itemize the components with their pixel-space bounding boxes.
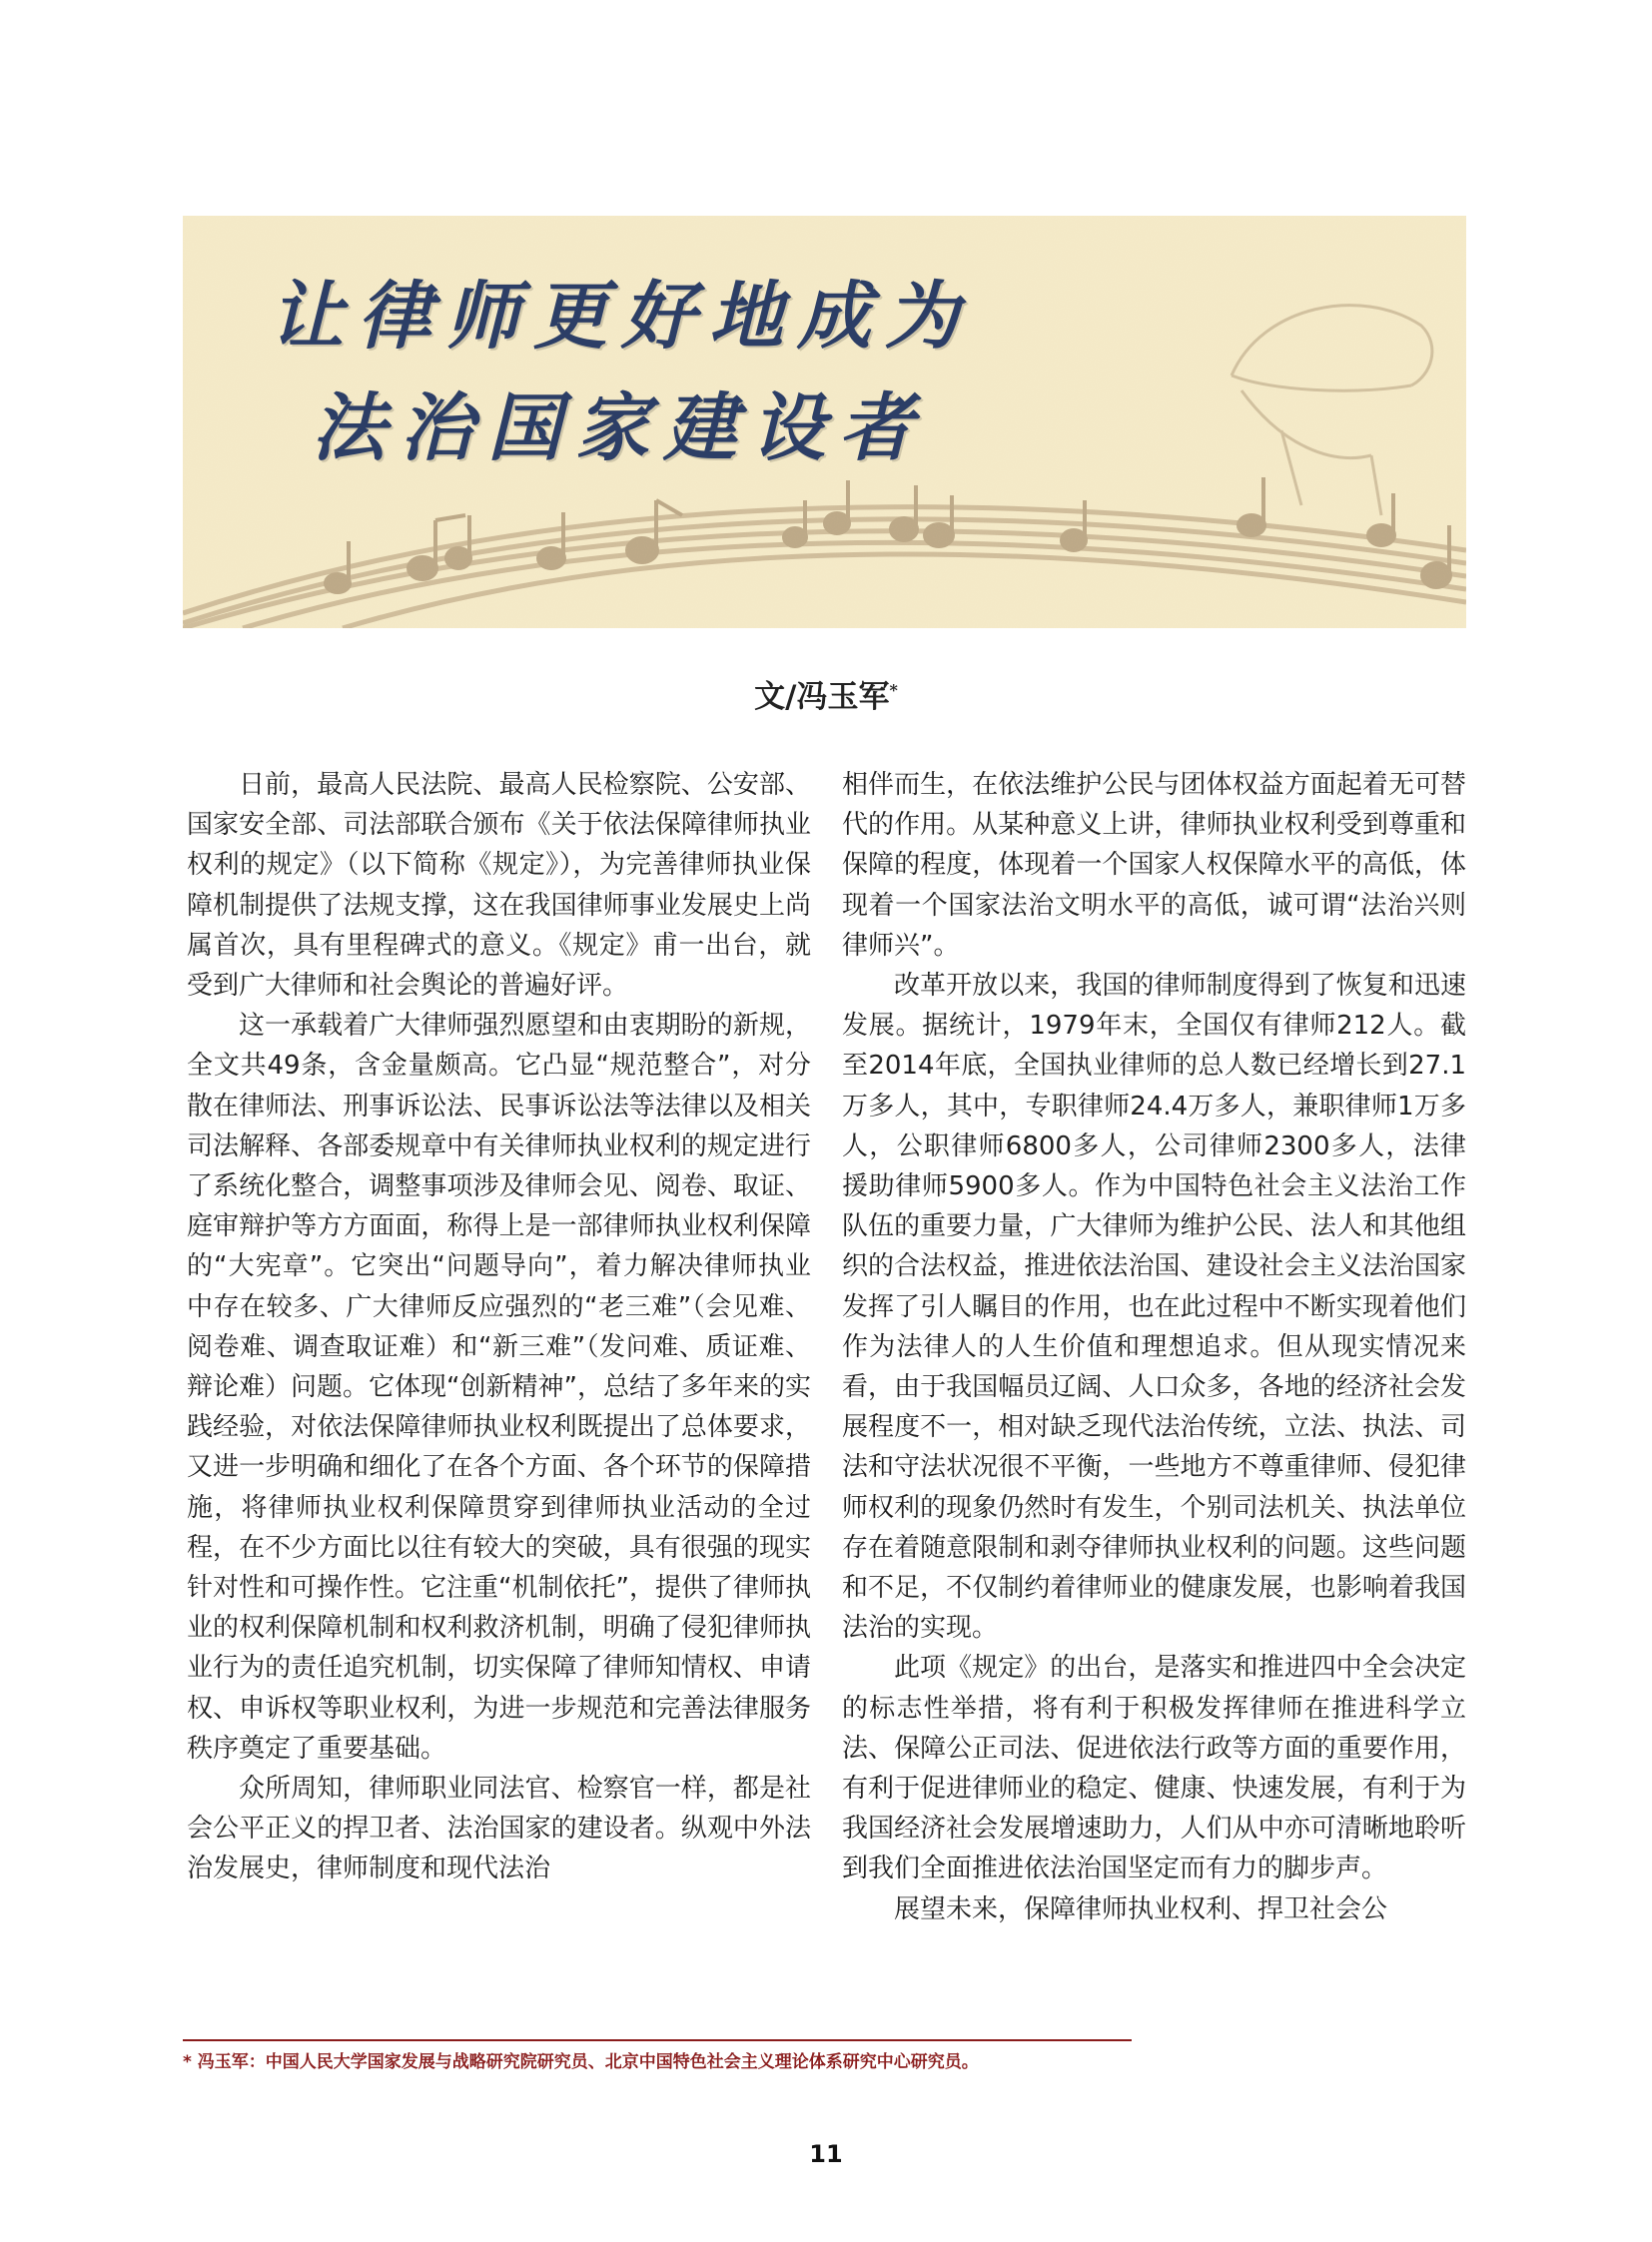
byline-text: 文/冯玉军: [754, 679, 890, 715]
byline-mark: *: [889, 680, 898, 700]
paragraph: 展望未来，保障律师执业权利、捍卫社会公: [894, 1893, 1388, 1924]
paragraph: 日前，最高人民法院、最高人民检察院、公安部、国家安全部、司法部联合颁布《关于依法保障律师执业权利的规定》（以下简称《规定》），为完善律师执业保障机制提供了法规支撑，这在我国律师事业发展史上尚属首次，具有里程碑式的意义。《规定》甫一出台，就受到广大律师和社会舆论的普遍好评。: [187, 770, 811, 1002]
left-column: [187, 765, 811, 1889]
paragraph: 此项《规定》的出台，是落实和推进四中全会决定的标志性举措，将有利于积极发挥律师在推进科学立法、保障公正司法、促进依法行政等方面的重要作用，有利于促进律师业的稳定、健康、快速发展，有利于为我国经济社会发展增速助力，人们从中亦可清晰地聆听到我们全面推进依法治国坚定而有力的脚步声。: [842, 1653, 1466, 1884]
right-column: [842, 765, 1466, 1929]
title-line-1: 让律师更好地成为: [270, 274, 973, 360]
page-number: 11: [809, 2140, 843, 2168]
paragraph: 改革开放以来，我国的律师制度得到了恢复和迅速发展。据统计，1979年末，全国仅有律师212人。截至2014年底，全国执业律师的总人数已经增长到27.1万多人，其中，专职律师24.4万多人，兼职律师1万多人，公职律师6800多人，公司律师2300多人，法律援助律师5900多人。作为中国特色社会主义法治工作队伍的重要力量，广大律师为维护公民、法人和其他组织的合法权益，推进依法治国、建设社会主义法治国家发挥了引人瞩目的作用，也在此过程中不断实现着他们作为法律人的人生价值和理想追求。但从现实情况来看，由于我国幅员辽阔、人口众多，各地的经济社会发展程度不一，相对缺乏现代法治传统，立法、执法、司法和守法状况很不平衡，一些地方不尊重律师、侵犯律师权利的现象仍然时有发生，个别司法机关、执法单位存在着随意限制和剥夺律师执业权利的问题。这些问题和不足，不仅制约着律师业的健康发展，也影响着我国法治的实现。: [842, 971, 1466, 1644]
title-line-2: 法治国家建设者: [312, 385, 927, 471]
footnote-divider: [183, 2039, 1132, 2041]
paragraph: 这一承载着广大律师强烈愿望和由衷期盼的新规，全文共49条，含金量颇高。它凸显“规范整合”，对分散在律师法、刑事诉讼法、民事诉讼法等法律以及相关司法解释、各部委规章中有关律师执业权利的规定进行了系统化整合，调整事项涉及律师会见、阅卷、取证、庭审辩护等方方面面，称得上是一部律师执业权利保障的“大宪章”。它突出“问题导向”，着力解决律师执业中存在较多、广大律师反应强烈的“老三难”（会见难、阅卷难、调查取证难）和“新三难”（发问难、质证难、辩论难）问题。它体现“创新精神”，总结了多年来的实践经验，对依法保障律师执业权利既提出了总体要求，又进一步明确和细化了在各个方面、各个环节的保障措施，将律师执业权利保障贯穿到律师执业活动的全过程，在不少方面比以往有较大的突破，具有很强的现实针对性和可操作性。它注重“机制依托”，提供了律师执业的权利保障机制和权利救济机制，明确了侵犯律师执业行为的责任追究机制，切实保障了律师知情权、申请权、申诉权等职业权利，为进一步规范和完善法律服务秩序奠定了重要基础。: [187, 1011, 811, 1764]
byline: [0, 671, 1652, 716]
paragraph: 众所周知，律师职业同法官、检察官一样，都是社会公平正义的捍卫者、法治国家的建设者。纵观中外法治发展史，律师制度和现代法治: [187, 1774, 811, 1884]
footnote: * 冯玉军：中国人民大学国家发展与战略研究院研究员、北京中国特色社会主义理论体系研究中心研究员。: [183, 2052, 979, 2072]
paragraph: 相伴而生，在依法维护公民与团体权益方面起着无可替代的作用。从某种意义上讲，律师执业权利受到尊重和保障的程度，体现着一个国家人权保障水平的高低，体现着一个国家法治文明水平的高低，诚可谓“法治兴则律师兴”。: [842, 770, 1466, 961]
